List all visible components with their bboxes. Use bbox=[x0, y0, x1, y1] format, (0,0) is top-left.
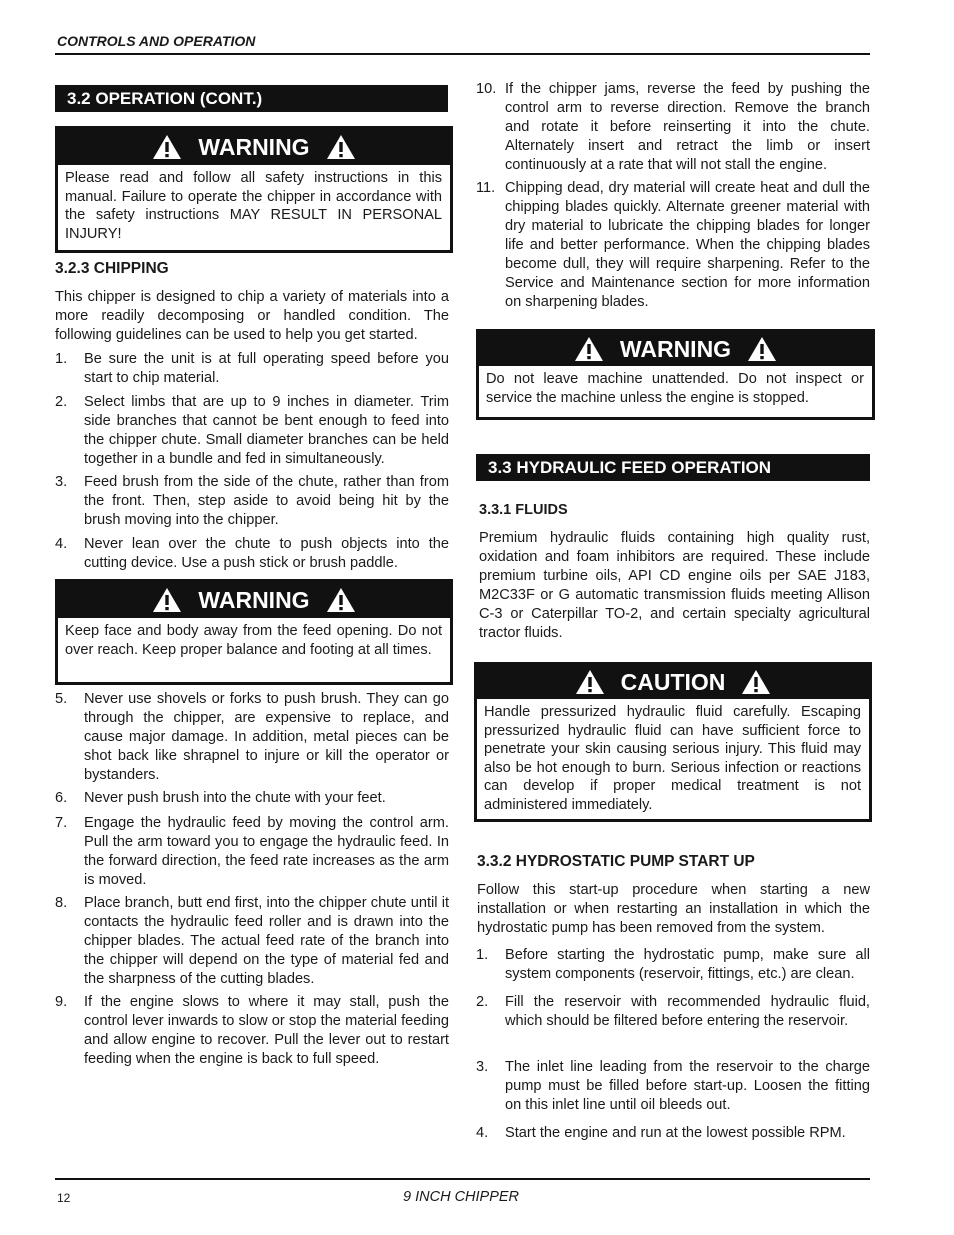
warning-header bbox=[58, 582, 450, 618]
list-item: 2. Select limbs that are up to 9 inches in diameter. Trim side branches that cannot be bent enough to feed into the chipper chute. Small diameter branches can be held together in a bundle and fed in simultaneously. bbox=[55, 394, 449, 467]
pump-intro: Follow this start-up procedure when starting a new installation or when restarting an installation in which the hydrostatic pump has been removed from the system. bbox=[477, 882, 870, 936]
subsection-title-fluids: 3.3.1 FLUIDS bbox=[479, 502, 568, 518]
list-item: 3. Feed brush from the side of the chute, rather than from the front. Then, step aside to avoid being hit by the brush moving into the chipper. bbox=[55, 474, 449, 528]
page-number: 12 bbox=[57, 1191, 71, 1205]
caution-box-hydraulic bbox=[474, 662, 872, 822]
section-title-3-2: 3.2 OPERATION (CONT.) bbox=[55, 85, 448, 112]
warning-header bbox=[58, 129, 450, 165]
chipping-intro: This chipper is designed to chip a variety of materials into a more readily decomposing or handled condition. The following guidelines can be used to help you get started. bbox=[55, 289, 449, 343]
warning-text: Do not leave machine unattended. Do not inspect or service the machine unless the engine is stopped. bbox=[486, 371, 864, 406]
list-item: 1. Before starting the hydrostatic pump, make sure all system components (reservoir, fittings, etc.) are clean. bbox=[476, 947, 870, 982]
list-item: 6. Never push brush into the chute with your feet. bbox=[55, 790, 386, 806]
warning-box-feed-opening bbox=[55, 579, 453, 685]
warning-triangle-icon bbox=[741, 669, 771, 695]
list-item: 3. The inlet line leading from the reservoir to the charge pump must be filled before start-up. Loosen the fitting on this inlet line until oil bleeds out. bbox=[476, 1059, 870, 1113]
list-item: 9. If the engine slows to where it may stall, push the control lever inwards to slow or stop the material feeding and allow engine to recover. Pull the lever out to restart feeding when the engine is back to full speed. bbox=[55, 994, 449, 1067]
warning-triangle-icon bbox=[152, 587, 182, 613]
warning-triangle-icon bbox=[575, 669, 605, 695]
header-rule bbox=[55, 53, 870, 55]
list-item: 4. Never lean over the chute to push objects into the cutting device. Use a push stick or brush paddle. bbox=[55, 536, 449, 571]
list-item: 1. Be sure the unit is at full operating speed before you start to chip material. bbox=[55, 351, 449, 386]
caution-text: Handle pressurized hydraulic fluid carefully. Escaping pressurized hydraulic fluid can have sufficient force to penetrate your skin causing serious injury. This fluid may also be hot enough to burn. Serious infection or reactions can develop if proper medical treatment is not administered immediately. bbox=[484, 704, 861, 813]
warning-text: Please read and follow all safety instructions in this manual. Failure to operate the chipper in accordance with the safety instructions MAY RESULT IN PERSONAL INJURY! bbox=[65, 170, 442, 242]
running-header: CONTROLS AND OPERATION bbox=[57, 33, 256, 49]
warning-box-safety bbox=[55, 126, 453, 253]
warning-text: Keep face and body away from the feed opening. Do not over reach. Keep proper balance and footing at all times. bbox=[65, 623, 442, 658]
warning-header bbox=[479, 332, 872, 366]
list-item: 5. Never use shovels or forks to push brush. They can go through the chipper, are expensive to replace, and cause major damage. In addition, metal pieces can be shot back like shrapnel to injure or kill the operator or bystanders. bbox=[55, 691, 449, 783]
document-title: 9 INCH CHIPPER bbox=[403, 1189, 520, 1205]
subsection-title-chipping: 3.2.3 CHIPPING bbox=[55, 260, 169, 277]
list-item: 2. Fill the reservoir with recommended hydraulic fluid, which should be filtered before entering the reservoir. bbox=[476, 994, 870, 1029]
list-item: 10. If the chipper jams, reverse the feed by pushing the control arm to reverse direction. Remove the branch and rotate it before reinserting it into the chute. Alternately insert and retract the limb or insert continuously at a rate that will not stall the engine. bbox=[476, 81, 870, 173]
warning-triangle-icon bbox=[574, 336, 604, 362]
list-item: 4. Start the engine and run at the lowest possible RPM. bbox=[476, 1125, 846, 1141]
warning-triangle-icon bbox=[326, 587, 356, 613]
fluids-text: Premium hydraulic fluids containing high quality rust, oxidation and foam inhibitors are required. These include premium turbine oils, API CD engine oils per SAE J183, M2C33F or G automatic transmission fluids meeting Allison C-3 or Caterpillar TO-2, and certain specialty agricultural tractor fluids. bbox=[479, 530, 870, 641]
list-item: 8. Place branch, butt end first, into the chipper chute until it contacts the hydraulic feed roller and is drawn into the chipper blades. The actual feed rate of the branch into the chipper will depend on the type of material fed and the sharpness of the cutting blades. bbox=[55, 895, 449, 987]
warning-box-unattended bbox=[476, 329, 875, 420]
footer-rule bbox=[55, 1178, 870, 1180]
list-item: 7. Engage the hydraulic feed by moving the control arm. Pull the arm toward you to engage the hydraulic feed. In the forward direction, the feed rate increases as the arm is moved. bbox=[55, 815, 449, 888]
warning-label: WARNING bbox=[198, 133, 310, 160]
subsection-title-pump: 3.3.2 HYDROSTATIC PUMP START UP bbox=[477, 853, 755, 870]
warning-label: WARNING bbox=[198, 586, 310, 613]
warning-triangle-icon bbox=[747, 336, 777, 362]
warning-label: WARNING bbox=[619, 335, 732, 362]
warning-triangle-icon bbox=[326, 134, 356, 160]
section-title-3-3: 3.3 HYDRAULIC FEED OPERATION bbox=[476, 454, 870, 481]
warning-triangle-icon bbox=[152, 134, 182, 160]
caution-label: CAUTION bbox=[620, 668, 726, 695]
caution-header bbox=[477, 665, 869, 699]
list-item: 11. Chipping dead, dry material will create heat and dull the chipping blades quickly. Alternate greener material with dry material to lubricate the chipping blades for longer life and better performance. When the chipping blades become dull, they will require sharpening. Refer to the Service and Maintenance section for more information on sharpening blades. bbox=[476, 180, 870, 310]
